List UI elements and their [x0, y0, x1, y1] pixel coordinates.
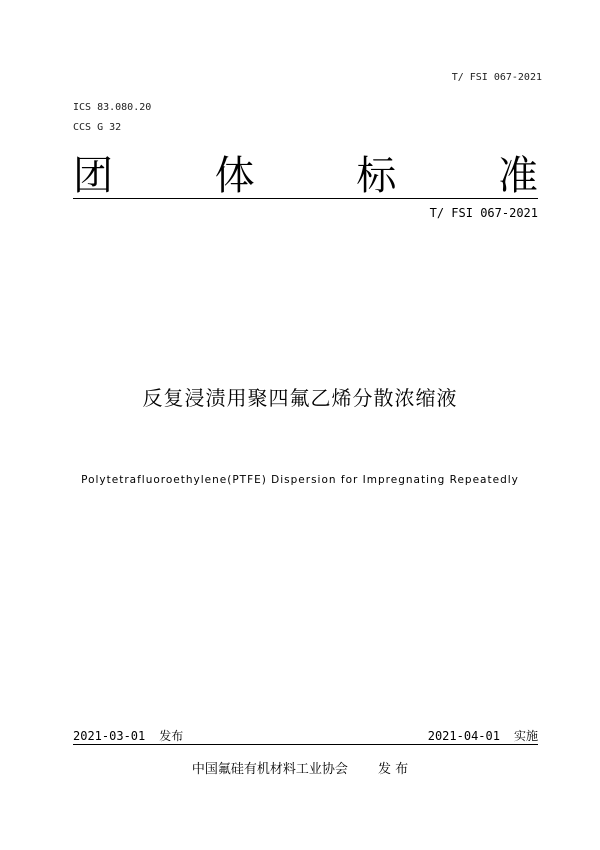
release-label: 发布 — [159, 729, 184, 743]
implement-date: 2021-04-01 — [427, 729, 500, 743]
standard-type-char: 团 — [73, 153, 113, 199]
ics-code: ICS 83.080.20 — [73, 102, 152, 113]
footer-divider — [73, 744, 538, 745]
title-divider — [73, 198, 538, 199]
standard-type-char: 准 — [497, 153, 538, 199]
ccs-code: CCS G 32 — [73, 122, 122, 133]
release-info — [73, 727, 183, 744]
standard-type-char: 标 — [356, 153, 397, 199]
top-standard-code: T/ FSI 067-2021 — [451, 72, 542, 83]
release-date: 2021-03-01 — [73, 729, 146, 743]
implement-label: 实施 — [513, 729, 538, 743]
issuer — [0, 758, 600, 777]
issuer-name: 中国氟硅有机材料工业协会 — [191, 762, 348, 777]
standard-code: T/ FSI 067-2021 — [429, 206, 538, 220]
standard-type-title — [73, 150, 538, 202]
issuer-label: 发 布 — [377, 762, 409, 777]
standard-type-char: 体 — [214, 153, 255, 199]
implement-info — [428, 727, 538, 744]
document-title-english: Polytetrafluoroethylene(PTFE) Dispersion for Impregnating Repeatedly — [81, 474, 519, 486]
document-title-chinese: 反复浸渍用聚四氟乙烯分散浓缩液 — [142, 386, 458, 410]
